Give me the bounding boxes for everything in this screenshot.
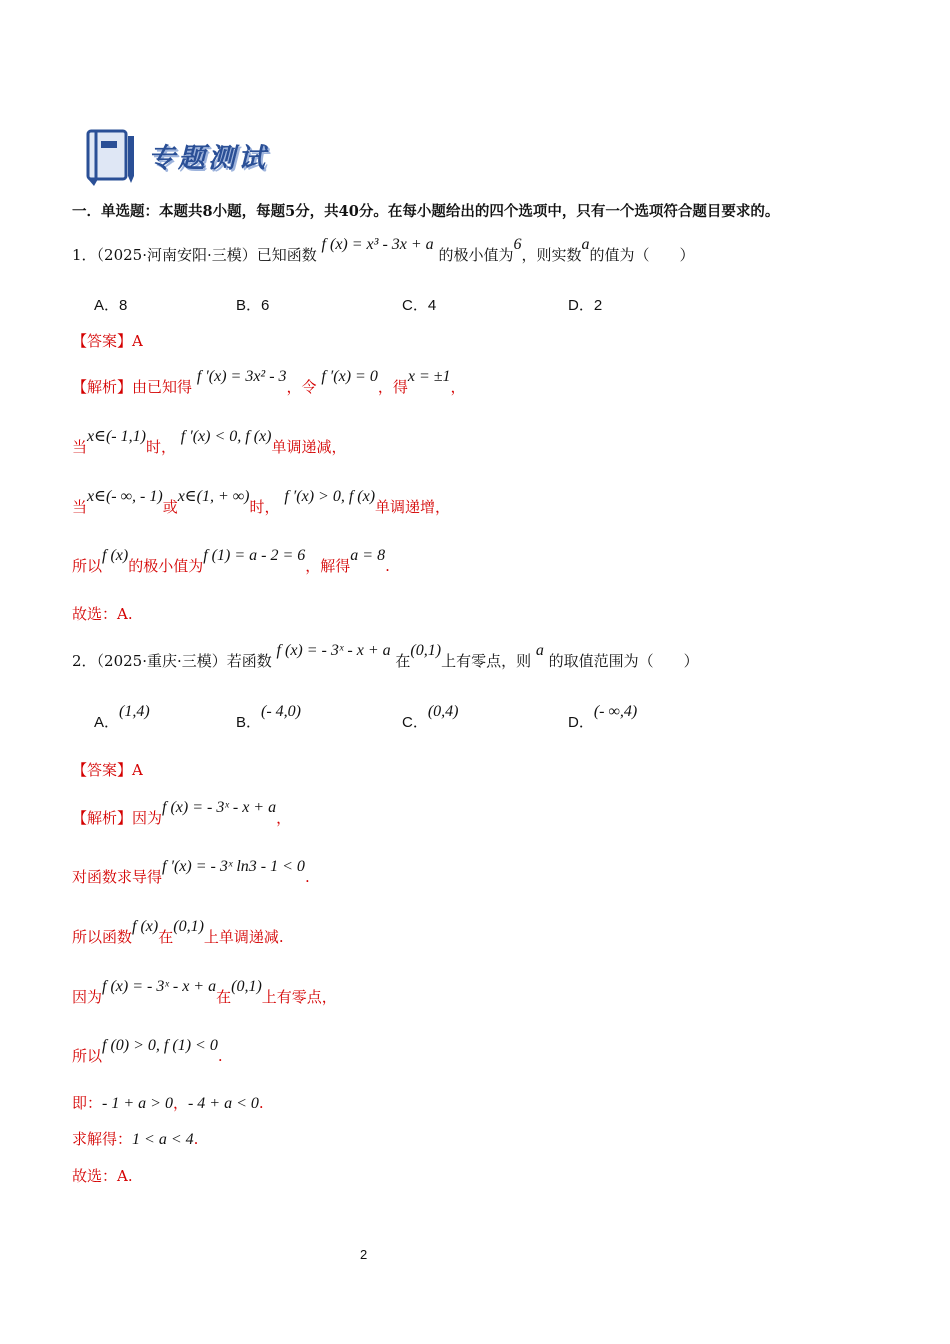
option-a: A．8 (94, 297, 128, 314)
stem-text: 的极小值为 (438, 246, 514, 264)
stem-text: 在 (395, 652, 411, 670)
analysis-line-6: 即：- 1 + a > 0，- 4 + a < 0. (72, 1094, 264, 1112)
variable-a: a (581, 236, 590, 253)
analysis-line-1: 【解析】由已知得 f ′(x) = 3x² - 3，令 f ′(x) = 0，得x = ±1， (72, 368, 466, 396)
stem-text: 上有零点，则 (441, 652, 532, 670)
analysis-line-3: 所以函数f (x)在(0,1)上单调递减. (72, 918, 284, 946)
option-d: D．(- ∞,4) (568, 703, 638, 731)
analysis-line-2: 对函数求导得f ′(x) = - 3ˣ ln3 - 1 < 0. (72, 858, 310, 886)
section-heading: 一．单选题：本题共8小题，每题5分，共40分。在每小题给出的四个选项中，只有一个选项符合题目要求的。 (72, 203, 780, 220)
banner (82, 126, 322, 188)
page-number: 2 (360, 1247, 368, 1262)
notebook-icon (82, 126, 140, 188)
function-expression: f (x) = - 3ˣ - x + a (276, 642, 391, 659)
min-value: 6 (513, 236, 522, 253)
final-answer: 故选：A. (72, 605, 133, 623)
option-d: D．2 (568, 297, 603, 314)
option-a: A．(1,4) (94, 703, 150, 731)
stem-text: ，则实数 (521, 246, 582, 264)
option-c: C．(0,4) (402, 703, 459, 731)
option-b: B．(- 4,0) (236, 703, 301, 731)
option-c: C．4 (402, 297, 437, 314)
question-source: （2025·河南安阳·三模）已知函数 (96, 246, 317, 264)
analysis-line-5: 所以f (0) > 0, f (1) < 0. (72, 1037, 223, 1065)
question-number: 1． (72, 246, 97, 264)
analysis-line-2: 当x∈(- 1,1)时， f ′(x) < 0, f (x)单调递减， (72, 428, 347, 456)
analysis-label: 【解析】 (72, 809, 133, 827)
stem-text: 的取值范围为（ ） (548, 652, 699, 670)
analysis-line-7: 求解得：1 < a < 4. (72, 1130, 199, 1148)
banner-title: 专题测试 (148, 143, 268, 174)
option-b: B．6 (236, 297, 270, 314)
stem-text: 的值为（ ） (589, 246, 695, 264)
variable-a: a (535, 642, 544, 659)
answer-label: 【答案】A (72, 332, 143, 350)
interval: (0,1) (410, 642, 442, 659)
question-source: （2025·重庆·三模）若函数 (96, 652, 272, 670)
analysis-line-4: 所以f (x)的极小值为f (1) = a - 2 = 6，解得a = 8. (72, 547, 390, 575)
analysis-line-4: 因为f (x) = - 3ˣ - x + a在(0,1)上有零点， (72, 978, 337, 1006)
analysis-line-1: 【解析】因为f (x) = - 3ˣ - x + a， (72, 799, 292, 827)
answer-label: 【答案】A (72, 761, 143, 779)
analysis-label: 【解析】 (72, 378, 133, 396)
analysis-line-3: 当x∈(- ∞, - 1)或x∈(1, + ∞)时， f ′(x) > 0, f (x)单调递增， (72, 488, 451, 516)
question-number: 2． (72, 652, 97, 670)
function-expression: f (x) = x³ - 3x + a (321, 236, 434, 253)
final-answer: 故选：A. (72, 1167, 133, 1185)
question-1-stem (72, 236, 695, 265)
question-2-stem (72, 642, 699, 671)
